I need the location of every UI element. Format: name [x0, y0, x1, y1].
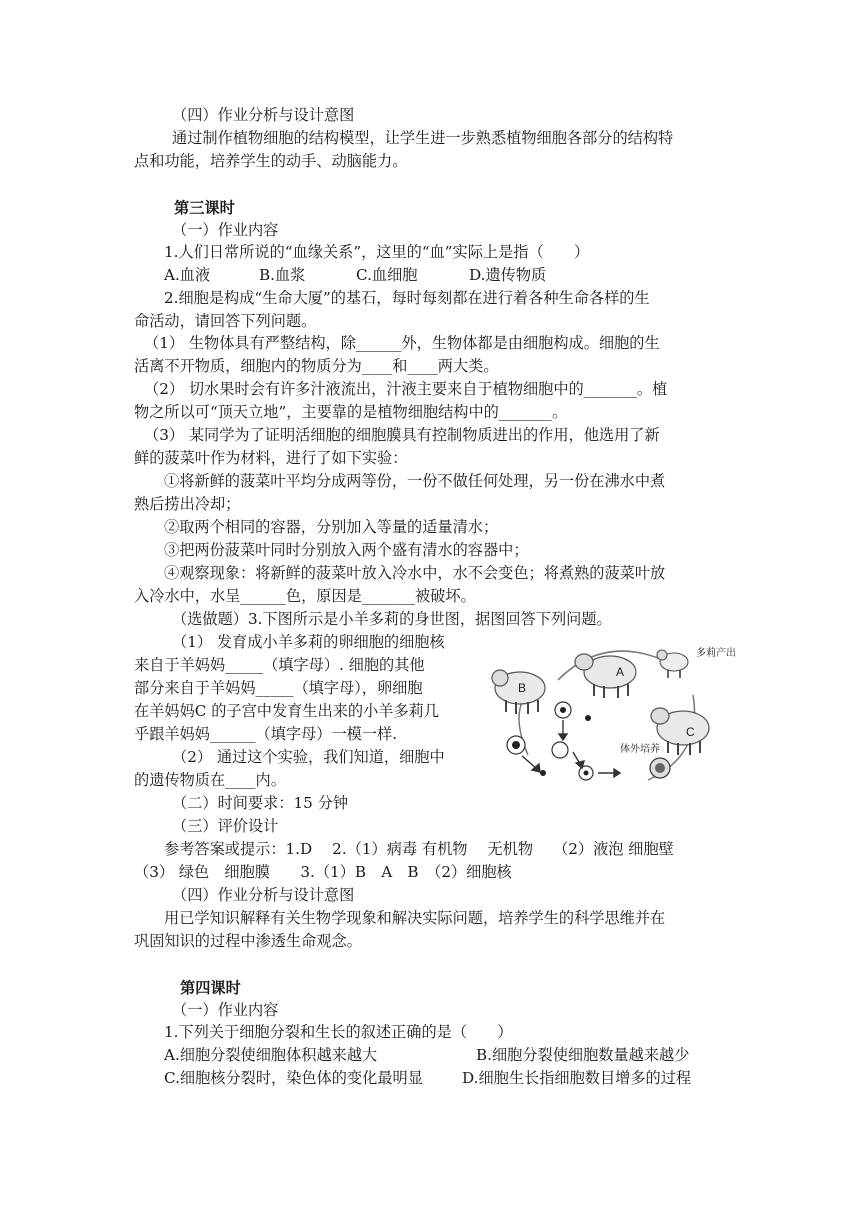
- dolly-lamb: [657, 646, 736, 678]
- question-2-1: （1） 生物体具有严整结构，除______外，生物体都是由细胞构成。细胞的生: [144, 334, 660, 352]
- option-c: C.血细胞: [356, 266, 418, 284]
- answers-cont: （3） 绿色 细胞膜 3.（1）B A B （2）细胞核: [134, 863, 512, 881]
- cells: [507, 702, 670, 780]
- experiment-step-1-cont: 熟后捞出冷却；: [134, 495, 241, 513]
- lesson4-title: 第四课时: [180, 979, 241, 997]
- question-2-3: （3） 某同学为了证明活细胞的细胞膜具有控制物质进出的作用，他选用了新: [144, 426, 660, 444]
- question-2-3-cont: 鲜的菠菜叶作为材料，进行了如下实验：: [134, 449, 408, 467]
- dolly-cloning-figure: [488, 640, 736, 790]
- lesson4-option-c: C.细胞核分裂时，染色体的变化最明显: [164, 1069, 423, 1087]
- answers: 参考答案或提示：1.D 2.（1）病毒 有机物 无机物 （2）液泡 细胞壁: [164, 840, 674, 858]
- analysis-heading: （四）作业分析与设计意图: [172, 106, 355, 124]
- option-b: B.血浆: [259, 266, 306, 284]
- experiment-step-2: ②取两个相同的容器，分别加入等量的适量清水；: [164, 518, 499, 536]
- lesson3-content-heading: （一）作业内容: [172, 221, 279, 239]
- svg-text:C: C: [686, 725, 695, 739]
- experiment-step-4-cont: 入冷水中，水呈______色，原因是_______被破坏。: [134, 587, 476, 605]
- question-2-1-cont: 活离不开物质，细胞内的物质分为____和____两大类。: [134, 357, 499, 375]
- evaluation-heading: （三）评价设计: [172, 817, 279, 835]
- question-3-1: （1） 发育成小羊多莉的卵细胞的细胞核: [172, 633, 445, 651]
- culture-label: 体外培养: [620, 744, 660, 755]
- experiment-step-3: ③把两份菠菜叶同时分别放入两个盛有清水的容器中；: [164, 541, 529, 559]
- question-3-1-cont: 乎跟羊妈妈______（填字母）一模一样.: [134, 725, 398, 743]
- question-3: （选做题）3.下图所示是小羊多莉的身世图，据图回答下列问题。: [172, 610, 612, 628]
- question-2-cont: 命活动，请回答下列问题。: [134, 312, 317, 330]
- lesson4-content-heading: （一）作业内容: [172, 1001, 279, 1019]
- option-a: A.血液: [164, 266, 211, 284]
- experiment-step-4: ④观察现象：将新鲜的菠菜叶放入冷水中，水不会变色；将煮熟的菠菜叶放: [164, 564, 666, 582]
- lesson3-analysis-heading: （四）作业分析与设计意图: [172, 886, 355, 904]
- question-3-2-cont: 的遗传物质在____内。: [134, 771, 286, 789]
- sheep-a: [575, 654, 636, 698]
- sheep-b: [492, 670, 545, 714]
- analysis-paragraph-line: 通过制作植物细胞的结构模型，让学生进一步熟悉植物细胞各部分的结构特: [172, 129, 674, 147]
- question-3-1-cont: 在羊妈妈C 的子宫中发育生出来的小羊多莉几: [134, 702, 440, 720]
- svg-text:A: A: [616, 665, 625, 679]
- question-3-1-cont: 来自于羊妈妈_____（填字母）. 细胞的其他: [134, 656, 425, 674]
- question-2-2: （2） 切水果时会有许多汁液流出，汁液主要来自于植物细胞中的_______。植: [144, 380, 668, 398]
- lesson3-analysis-line: 用已学知识解释有关生物学现象和解决实际问题，培养学生的科学思维并在: [164, 909, 666, 927]
- question-3-1-cont: 部分来自于羊妈妈_____（填字母），卵细胞: [134, 679, 423, 697]
- lesson3-title: 第三课时: [174, 199, 235, 217]
- question-2: 2.细胞是构成“生命大厦”的基石，每时每刻都在进行着各种生命各样的生: [164, 289, 650, 307]
- question-1: 1.人们日常所说的“血缘关系”，这里的“血”实际上是指（ ）: [164, 243, 590, 261]
- lesson4-option-a: A.细胞分裂使细胞体积越来越大: [164, 1046, 378, 1064]
- lesson4-question-1: 1.下列关于细胞分裂和生长的叙述正确的是（ ）: [164, 1023, 513, 1041]
- question-3-2: （2） 通过这个实验，我们知道，细胞中: [172, 748, 445, 766]
- svg-text:多莉产出: 多莉产出: [696, 648, 736, 659]
- option-d: D.遗传物质: [469, 266, 547, 284]
- time-requirement: （二）时间要求：15 分钟: [172, 794, 349, 812]
- question-1-options: [164, 265, 546, 285]
- svg-text:B: B: [518, 681, 527, 695]
- lesson3-analysis-line: 巩固知识的过程中渗透生命观念。: [134, 932, 362, 950]
- experiment-step-1: ①将新鲜的菠菜叶平均分成两等份，一份不做任何处理，另一份在沸水中煮: [164, 472, 666, 490]
- question-2-2-cont: 物之所以可“顶天立地”，主要靠的是植物细胞结构中的_______。: [134, 403, 568, 421]
- lesson4-option-d: D.细胞生长指细胞数目增多的过程: [462, 1069, 692, 1087]
- lesson4-option-b: B.细胞分裂使细胞数量越来越少: [476, 1046, 690, 1064]
- analysis-paragraph-line: 点和功能，培养学生的动手、动脑能力。: [134, 152, 408, 170]
- process-arrows: [522, 720, 620, 777]
